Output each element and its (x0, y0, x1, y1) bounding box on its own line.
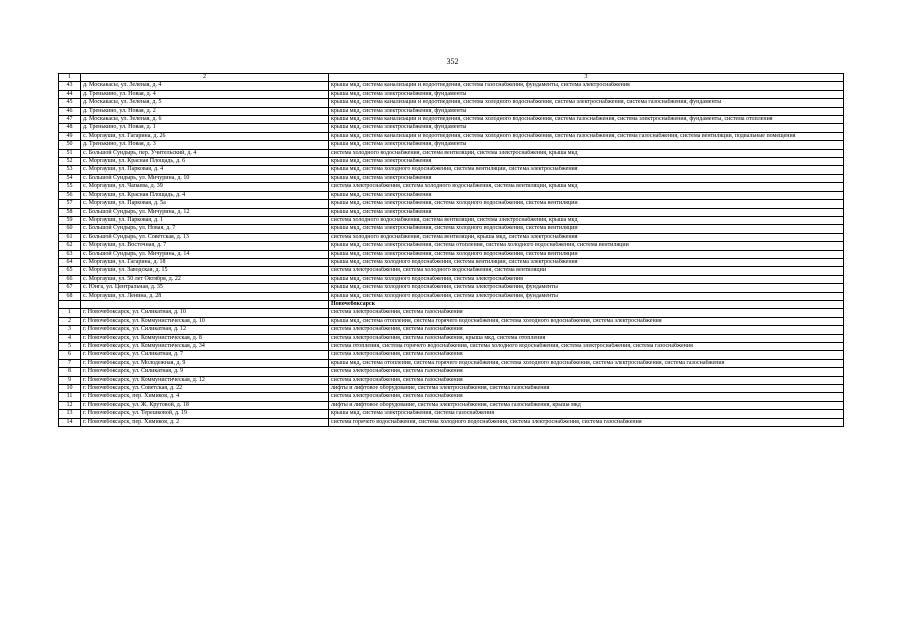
row-number: 11 (59, 393, 81, 401)
row-works: система электроснабжения, система холодного водоснабжения, система вентиляции (329, 267, 844, 275)
row-works: крыша мкд, система электроснабжения, фундаменты (329, 141, 844, 149)
table-row (59, 250, 844, 258)
row-address: с. Моргауши, ул. Парковая, д. 4 (81, 166, 329, 174)
row-address: с. Моргауши, ул. Красная Площадь, д. 4 (81, 191, 329, 199)
row-number: 64 (59, 258, 81, 266)
row-works: крыша мкд, система канализации и водоотведения, система холодного водоснабжения, система электроснабжения, система газоснабжения, фундаменты (329, 99, 844, 107)
row-works: крыша мкд, система электроснабжения, система холодного водоснабжения, система вентиляции (329, 225, 844, 233)
row-address: с. Моргауши, ул. Парковая, д. 1 (81, 216, 329, 224)
table-row (59, 334, 844, 342)
row-number: 13 (59, 410, 81, 418)
row-address: с. Моргауши, ул. Красная Площадь, д. 6 (81, 158, 329, 166)
row-works: крыша мкд, система электроснабжения, система холодного водоснабжения, система вентиляции (329, 200, 844, 208)
row-number: 55 (59, 183, 81, 191)
table-row (59, 216, 844, 224)
table-row (59, 166, 844, 174)
table-row (59, 141, 844, 149)
table-row (59, 191, 844, 199)
table-row (59, 99, 844, 107)
row-number: 3 (59, 326, 81, 334)
row-number: 49 (59, 132, 81, 140)
housing-repair-table (58, 73, 844, 427)
table-row (59, 343, 844, 351)
row-address: г. Новочебоксарск, ул. Ж. Крутовой, д. 18 (81, 401, 329, 409)
row-works: лифты и лифтовое оборудование, система электроснабжения, система газоснабжения (329, 385, 844, 393)
row-number: 57 (59, 200, 81, 208)
row-works: система электроснабжения, система газоснабжения (329, 326, 844, 334)
row-address: д. Тренькино, ул. Новая, д. 4 (81, 90, 329, 98)
row-works: лифты и лифтовое оборудование, система электроснабжения, система газоснабжения, крыша мкд (329, 401, 844, 409)
row-works: крыша мкд, система отопления, система горячего водоснабжения, система холодного водоснабжения, система электроснабжения, система газоснабжения (329, 359, 844, 367)
table-row (59, 242, 844, 250)
row-number: 60 (59, 225, 81, 233)
row-works: система холодного водоснабжения, система вентиляции, крыша мкд, система электроснабжения (329, 233, 844, 241)
table-row (59, 401, 844, 409)
row-address: г. Новочебоксарск, ул. Коммунистическая, д. 10 (81, 317, 329, 325)
row-works: крыша мкд, система канализации и водоотведения, система холодного водоснабжения, система газоснабжения, система электроснабжения, фундаменты, система отопления (329, 116, 844, 124)
row-works: система холодного водоснабжения, система вентиляции, система электроснабжения, крыша мкд (329, 149, 844, 157)
row-number: 59 (59, 216, 81, 224)
table-row (59, 385, 844, 393)
row-address: с. Большой Сундырь, ул. Мичурина, д. 12 (81, 208, 329, 216)
row-address: г. Новочебоксарск, ул. Терешковой, д. 19 (81, 410, 329, 418)
table-row (59, 149, 844, 157)
row-number: 53 (59, 166, 81, 174)
section-empty-cell (59, 300, 81, 308)
row-works: крыша мкд, система электроснабжения, система газоснабжения (329, 410, 844, 418)
row-works: крыша мкд, система электроснабжения, фундаменты (329, 90, 844, 98)
row-number: 10 (59, 385, 81, 393)
table-row (59, 183, 844, 191)
table-body (59, 74, 844, 427)
row-works: система холодного водоснабжения, система вентиляции, система электроснабжения, крыша мкд (329, 216, 844, 224)
row-number: 67 (59, 284, 81, 292)
table-row (59, 225, 844, 233)
row-address: с. Моргауши, ул. Гагарина, д. 18 (81, 258, 329, 266)
table-row (59, 351, 844, 359)
row-number: 58 (59, 208, 81, 216)
row-works: крыша мкд, система холодного водоснабжения, система вентиляции, система электроснабжения (329, 166, 844, 174)
row-address: с. Большой Сундырь, ул. Новая, д. 7 (81, 225, 329, 233)
page-number: 352 (446, 57, 459, 66)
column-number-1: 1 (59, 74, 81, 82)
row-number: 1 (59, 309, 81, 317)
row-address: г. Новочебоксарск, ул. Коммунистическая, д. 8 (81, 334, 329, 342)
table-row (59, 200, 844, 208)
row-number: 65 (59, 267, 81, 275)
row-works: крыша мкд, система электроснабжения (329, 208, 844, 216)
table-row (59, 292, 844, 300)
row-works: система электроснабжения, система газоснабжения, крыша мкд, система отопления (329, 334, 844, 342)
row-address: с. Большой Сундырь, ул. Мичурина, д. 14 (81, 250, 329, 258)
row-number: 48 (59, 124, 81, 132)
row-address: г. Новочебоксарск, ул. Коммунистическая, д. 34 (81, 343, 329, 351)
table-row (59, 158, 844, 166)
table-row (59, 326, 844, 334)
row-address: с. Юнга, ул. Центральная, д. 35 (81, 284, 329, 292)
row-number: 45 (59, 99, 81, 107)
table-row (59, 116, 844, 124)
row-works: система электроснабжения, система газоснабжения (329, 393, 844, 401)
table-row (59, 107, 844, 115)
row-address: с. Моргауши, ул. Парковая, д. 5а (81, 200, 329, 208)
row-works: крыша мкд, система электроснабжения (329, 158, 844, 166)
row-number: 62 (59, 242, 81, 250)
row-works: крыша мкд, система канализации и водоотведения, система холодного водоснабжения, система газоснабжения, система газоснабжения, система вентиляции, подвальные помещения (329, 132, 844, 140)
section-title: Новочебоксарск (329, 300, 844, 308)
row-number: 5 (59, 343, 81, 351)
row-address: с. Моргауши, ул. Чапаева, д. 39 (81, 183, 329, 191)
row-address: д. Тренькино, ул. Новая, д. 1 (81, 124, 329, 132)
column-number-row (59, 74, 844, 82)
row-address: г. Новочебоксарск, ул. Советская, д. 22 (81, 385, 329, 393)
row-address: с. Большой Сундырь, пер. Учительский, д. 4 (81, 149, 329, 157)
row-address: г. Новочебоксарск, ул. Силикатная, д. 12 (81, 326, 329, 334)
row-works: крыша мкд, система канализации и водоотведения, система газоснабжения, фундаменты, система электроснабжения (329, 82, 844, 90)
row-works: система отопления, система горячего водоснабжения, система холодного водоснабжения, система электроснабжения, система газоснабжения (329, 343, 844, 351)
table-row (59, 233, 844, 241)
column-number-3: 3 (329, 74, 844, 82)
row-number: 46 (59, 107, 81, 115)
row-address: д. Тренькино, ул. Новая, д. 2 (81, 107, 329, 115)
row-works: крыша мкд, система электроснабжения, система холодного водоснабжения, система вентиляции (329, 250, 844, 258)
table-row (59, 309, 844, 317)
table-row (59, 410, 844, 418)
row-address: г. Новочебоксарск, ул. Силикатная, д. 7 (81, 351, 329, 359)
table-row (59, 258, 844, 266)
row-address: с. Моргауши, ул. Ленина, д. 28 (81, 292, 329, 300)
row-address: д. Тренькино, ул. Новая, д. 3 (81, 141, 329, 149)
row-works: система электроснабжения, система газоснабжения (329, 309, 844, 317)
table-row (59, 174, 844, 182)
row-address: г. Новочебоксарск, пер. Химиков, д. 4 (81, 393, 329, 401)
row-number: 9 (59, 376, 81, 384)
row-works: крыша мкд, система холодного водоснабжения, система электроснабжения, фундаменты (329, 284, 844, 292)
table-row (59, 124, 844, 132)
row-address: г. Новочебоксарск, пер. Химиков, д. 2 (81, 418, 329, 426)
row-number: 52 (59, 158, 81, 166)
row-number: 8 (59, 368, 81, 376)
row-address: г. Новочебоксарск, ул. Силикатная, д. 10 (81, 309, 329, 317)
row-address: с. Моргауши, ул. Восточная, д. 7 (81, 242, 329, 250)
row-number: 54 (59, 174, 81, 182)
row-number: 6 (59, 351, 81, 359)
row-number: 14 (59, 418, 81, 426)
row-number: 12 (59, 401, 81, 409)
row-number: 43 (59, 82, 81, 90)
row-number: 66 (59, 275, 81, 283)
row-works: крыша мкд, система холодного водоснабжения, система электроснабжения, фундаменты (329, 292, 844, 300)
row-address: д. Москакасы, ул. Зеленая, д. 4 (81, 82, 329, 90)
row-address: д. Москакасы, ул. Зеленая, д. 5 (81, 99, 329, 107)
row-works: крыша мкд, система электроснабжения, фундаменты (329, 124, 844, 132)
table-row (59, 267, 844, 275)
row-works: крыша мкд, система электроснабжения, система отопления, система холодного водоснабжения, система вентиляции (329, 242, 844, 250)
row-address: г. Новочебоксарск, ул. Коммунистическая, д. 12 (81, 376, 329, 384)
row-works: система электроснабжения, система газоснабжения (329, 376, 844, 384)
row-works: крыша мкд, система электроснабжения, фундаменты (329, 107, 844, 115)
table-row (59, 376, 844, 384)
column-number-2: 2 (81, 74, 329, 82)
row-address: с. Моргауши, ул. 50 лет Октября, д. 22 (81, 275, 329, 283)
row-works: крыша мкд, система холодного водоснабжения, система вентиляции, система электроснабжения (329, 258, 844, 266)
row-number: 7 (59, 359, 81, 367)
row-number: 50 (59, 141, 81, 149)
table-row (59, 275, 844, 283)
row-number: 4 (59, 334, 81, 342)
row-works: система электроснабжения, система газоснабжения (329, 351, 844, 359)
section-row (59, 300, 844, 308)
row-address: с. Большой Сундырь, ул. Мичурина, д. 10 (81, 174, 329, 182)
row-address: г. Новочебоксарск, ул. Молодежная, д. 9 (81, 359, 329, 367)
row-address: с. Моргауши, ул. Заводская, д. 15 (81, 267, 329, 275)
table-row (59, 82, 844, 90)
table-row (59, 208, 844, 216)
table-row (59, 284, 844, 292)
table-row (59, 90, 844, 98)
table-row (59, 418, 844, 426)
row-works: крыша мкд, система отопления, система горячего водоснабжения, система холодного водоснабжения, система электроснабжения (329, 317, 844, 325)
row-works: крыша мкд, система электроснабжения (329, 174, 844, 182)
row-address: с. Большой Сундырь, ул. Советская, д. 13 (81, 233, 329, 241)
section-empty-cell (81, 300, 329, 308)
row-address: д. Москакасы, ул. Зеленая, д. 6 (81, 116, 329, 124)
row-number: 2 (59, 317, 81, 325)
table-row (59, 317, 844, 325)
table-row (59, 393, 844, 401)
row-number: 47 (59, 116, 81, 124)
table-row (59, 368, 844, 376)
row-works: система горячего водоснабжения, система холодного водоснабжения, система электроснабжения, система газоснабжения (329, 418, 844, 426)
row-number: 56 (59, 191, 81, 199)
row-number: 51 (59, 149, 81, 157)
row-address: г. Новочебоксарск, ул. Силикатная, д. 9 (81, 368, 329, 376)
table-row (59, 359, 844, 367)
table-row (59, 132, 844, 140)
row-address: с. Моргауши, ул. Гагарина, д. 26 (81, 132, 329, 140)
row-number: 61 (59, 233, 81, 241)
row-number: 68 (59, 292, 81, 300)
row-works: система электроснабжения, система холодного водоснабжения, система вентиляции, крыша мкд (329, 183, 844, 191)
row-number: 63 (59, 250, 81, 258)
row-works: система электроснабжения, система газоснабжения (329, 368, 844, 376)
row-works: крыша мкд, система электроснабжения (329, 191, 844, 199)
row-works: крыша мкд, система холодного водоснабжения, система электроснабжения (329, 275, 844, 283)
row-number: 44 (59, 90, 81, 98)
